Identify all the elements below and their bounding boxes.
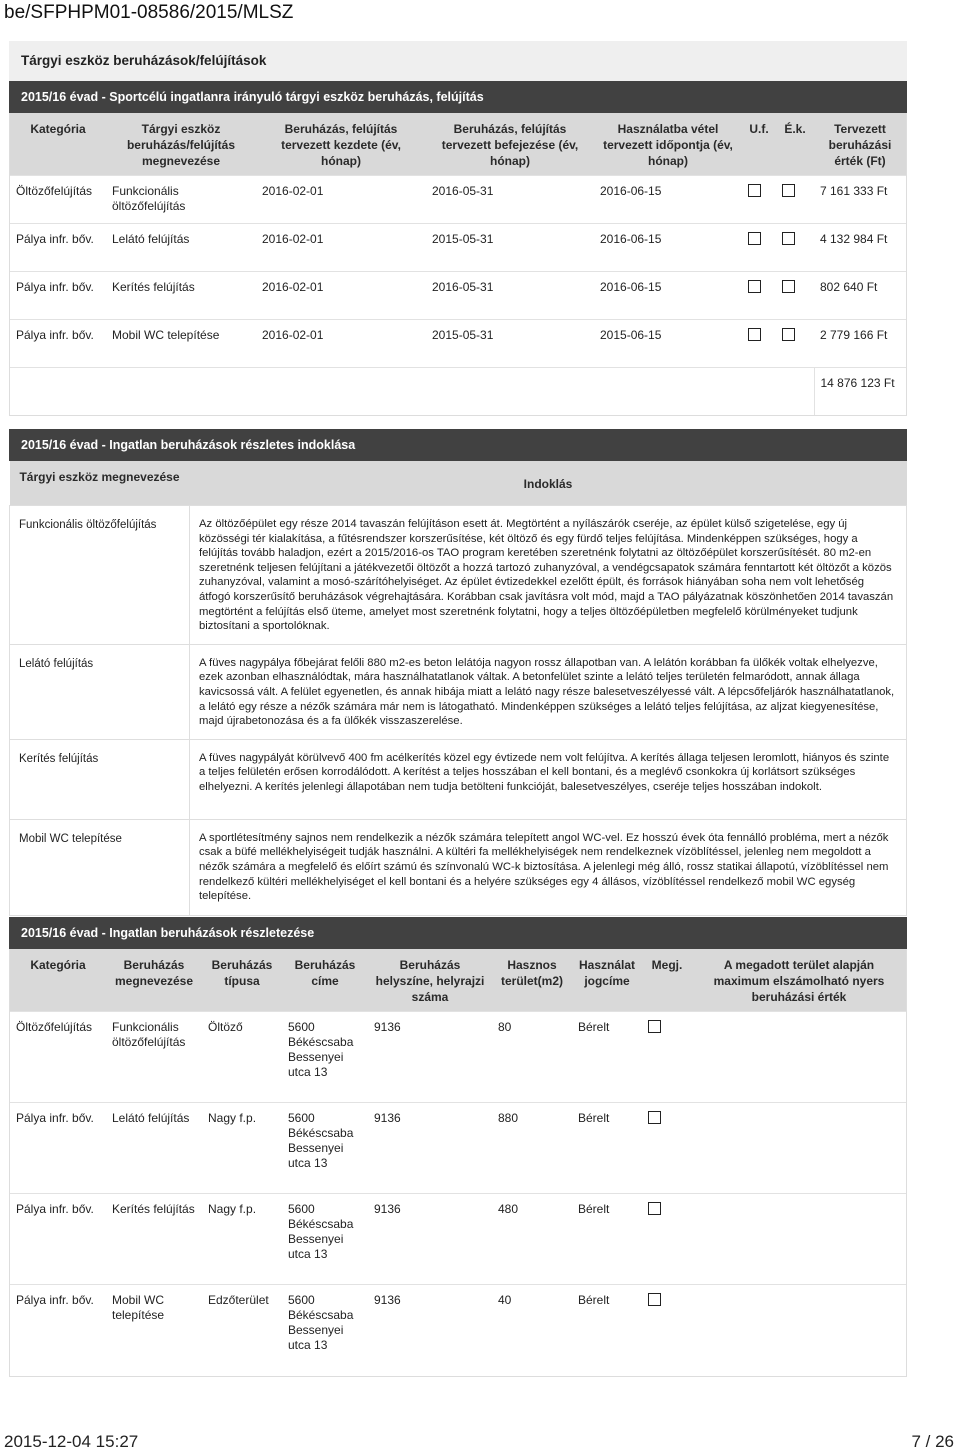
col-header: Használatba vétel tervezett időpontja (év, hónap) [594,113,742,176]
table-row [10,506,907,645]
planned-investments-table [10,113,906,415]
table-row [10,320,906,368]
col-header: Kategória [10,949,106,1012]
uf-checkbox[interactable] [748,328,761,341]
area-cell: 80 [492,1012,572,1103]
ek-checkbox[interactable] [782,232,795,245]
name-cell: Lelátó felújítás [106,224,256,272]
use-date-cell: 2016-06-15 [594,272,742,320]
start-cell: 2016-02-01 [256,224,426,272]
asset-name-cell: Lelátó felújítás [10,644,190,739]
table-row [10,1012,906,1103]
justification-section [9,429,907,916]
usage-title-cell: Bérelt [572,1103,642,1194]
footer-page-number: 7 / 26 [911,1432,954,1451]
usage-title-cell: Bérelt [572,1194,642,1285]
justification-cell: Az öltözőépület egy része 2014 tavaszán felújításon esett át. Megtörtént a nyílászárók cseréje, az épület külső szigetelése, egy új közösségi tér kialakítása, a fűtésrendszer korszerűsítése, két öltöző és egy fürdő teljes felújítása. Mindenképpen szükséges, hogy a felújítás tovább haladjon, ezért a 2015/2016-os TAO program keretében szeretnénk folytatni az öltözőépület korszerűsítését. 80 m2-en szeretnénk teljesen felújítani a játékvezetői öltözőt a hozzá tartozó zuhanyzóval, a vendégcsapatok számára fenntartott két öltözőt a közös zuhanyzóval, valamint a mosó-szárítóhelyiséget. Az épület évtizedekkel ezelőtt épült, és források hiányában soha nem volt lehetőség átfogó korszerűsítő beruházások végrehajtására. Korábban csak javításra volt mód, majd a TAO pályázatnak köszönhetően 2014 tavaszán megtörtént a felújítás első üteme, amelyet most szeretnénk folytatni, hogy a teljes öltözőépületben megfelelő körülményeket tudjunk biztosítani a sportolóknak. [190,506,907,645]
asset-name-cell: Kerítés felújítás [10,739,190,819]
table3-title-bar: 2015/16 évad - Ingatlan beruházások részletezése [9,917,907,949]
category-cell: Öltözőfelújítás [10,176,106,224]
justification-cell: A füves nagypályát körülvevő 400 fm acélkerítés közel egy évtizede nem volt felújítva. A kerítés állaga teljesen leromlott, hiányos és szinte a teljes felületén erősen korrodálódott. A kerítést a teljes hosszában el kell bontani, és a meglévő csonkokra új korlátsort szükséges elhelyezni. A kerítés jelenlegi állapotában nem tudja betölteni funkcióját, balesetveszélyes, cseréje teljes hosszában indokolt. [190,739,907,819]
parcel-cell: 9136 [368,1012,492,1103]
col-header: É.k. [776,113,814,176]
address-cell: 5600 Békéscsaba Bessenyei utca 13 [282,1103,368,1194]
name-cell: Funkcionális öltözőfelújítás [106,1012,202,1103]
type-cell: Edzőterület [202,1285,282,1376]
note-checkbox[interactable] [648,1293,661,1306]
col-header: Beruházás címe [282,949,368,1012]
name-cell: Lelátó felújítás [106,1103,202,1194]
uf-checkbox[interactable] [748,280,761,293]
col-header: Kategória [10,113,106,176]
end-cell: 2016-05-31 [426,176,594,224]
justification-table [9,461,907,916]
parcel-cell: 9136 [368,1194,492,1285]
start-cell: 2016-02-01 [256,176,426,224]
col-header: Beruházás helyszíne, helyrajzi száma [368,949,492,1012]
asset-name-cell: Funkcionális öltözőfelújítás [10,506,190,645]
use-date-cell: 2016-06-15 [594,176,742,224]
type-cell: Nagy f.p. [202,1194,282,1285]
col-header: Hasznos terület(m2) [492,949,572,1012]
value-cell: 4 132 984 Ft [814,224,906,272]
name-cell: Kerítés felújítás [106,272,256,320]
col-header: Tárgyi eszköz beruházás/felújítás megnevezése [106,113,256,176]
uf-checkbox[interactable] [748,184,761,197]
value-cell: 802 640 Ft [814,272,906,320]
col-header: Használat jogcíme [572,949,642,1012]
ek-checkbox[interactable] [782,280,795,293]
area-cell: 40 [492,1285,572,1376]
note-checkbox[interactable] [648,1202,661,1215]
use-date-cell: 2015-06-15 [594,320,742,368]
footer-timestamp: 2015-12-04 15:27 [4,1432,139,1451]
address-cell: 5600 Békéscsaba Bessenyei utca 13 [282,1012,368,1103]
name-cell: Mobil WC telepítése [106,1285,202,1376]
end-cell: 2016-05-31 [426,272,594,320]
table2-title-bar: 2015/16 évad - Ingatlan beruházások részletes indoklása [9,429,907,461]
usage-title-cell: Bérelt [572,1285,642,1376]
table-row [10,644,907,739]
uf-checkbox[interactable] [748,232,761,245]
col-header: A megadott terület alapján maximum elszámolható nyers beruházási érték [692,949,906,1012]
category-cell: Öltözőfelújítás [10,1012,106,1103]
use-date-cell: 2016-06-15 [594,224,742,272]
ek-checkbox[interactable] [782,184,795,197]
table-row [10,1103,906,1194]
note-checkbox[interactable] [648,1020,661,1033]
ek-checkbox[interactable] [782,328,795,341]
document-id: be/SFPHPM01-08586/2015/MLSZ [4,2,294,23]
end-cell: 2015-05-31 [426,224,594,272]
name-cell: Mobil WC telepítése [106,320,256,368]
category-cell: Pálya infr. bőv. [10,224,106,272]
asset-name-cell: Mobil WC telepítése [10,819,190,915]
table-row [10,1194,906,1285]
address-cell: 5600 Békéscsaba Bessenyei utca 13 [282,1194,368,1285]
category-cell: Pálya infr. bőv. [10,1285,106,1376]
table-row [10,1285,906,1376]
name-cell: Kerítés felújítás [106,1194,202,1285]
end-cell: 2015-05-31 [426,320,594,368]
category-cell: Pálya infr. bőv. [10,1194,106,1285]
col-header: U.f. [742,113,776,176]
total-value: 14 876 123 Ft [814,368,906,416]
area-cell: 880 [492,1103,572,1194]
parcel-cell: 9136 [368,1103,492,1194]
table1-title-bar: 2015/16 évad - Sportcélú ingatlanra irányuló tárgyi eszköz beruházás, felújítás [9,81,907,113]
col-header: Megj. [642,949,692,1012]
section-title: Tárgyi eszköz beruházások/felújítások [9,41,907,81]
col-header: Beruházás, felújítás tervezett kezdete (év, hónap) [256,113,426,176]
table-row [10,176,906,224]
address-cell: 5600 Békéscsaba Bessenyei utca 13 [282,1285,368,1376]
details-section [9,917,907,1377]
table-row [10,224,906,272]
name-cell: Funkcionális öltözőfelújítás [106,176,256,224]
total-row [10,368,906,416]
area-cell: 480 [492,1194,572,1285]
category-cell: Pálya infr. bőv. [10,320,106,368]
start-cell: 2016-02-01 [256,320,426,368]
col-header: Tárgyi eszköz megnevezése [10,461,190,506]
justification-cell: A füves nagypálya főbejárat felőli 880 m2-es beton lelátója nagyon rossz állapotban van. A lelátón korábban fa ülőkék voltak elhelyezve, ezek azonban elhasználódtak, mára használhatatlanok váltak. A betonfelület szinte a lelátó teljes területén felmaródott, annak állaga kavicsossá vált. A felület egyenetlen, és annak hibája miatt a lelátó nagy része balesetveszélyessé vált. A lépcsőfeljárók használhatatlanok, a lelátó egy része a nézők számára már nem is látogatható. Mindenképpen szükséges a lelátó teljes felújítása, az aljzat kiegyenesítése, majd újrabetonozása és a fa ülőkék visszaszerelése. [190,644,907,739]
category-cell: Pálya infr. bőv. [10,272,106,320]
col-header: Tervezett beruházási érték (Ft) [814,113,906,176]
property-details-table [10,949,906,1376]
type-cell: Nagy f.p. [202,1103,282,1194]
category-cell: Pálya infr. bőv. [10,1103,106,1194]
col-header: Beruházás megnevezése [106,949,202,1012]
table-row [10,739,907,819]
note-checkbox[interactable] [648,1111,661,1124]
start-cell: 2016-02-01 [256,272,426,320]
investments-section [9,41,907,416]
table-row [10,272,906,320]
value-cell: 7 161 333 Ft [814,176,906,224]
value-cell: 2 779 166 Ft [814,320,906,368]
usage-title-cell: Bérelt [572,1012,642,1103]
col-header: Indoklás [190,461,907,506]
col-header: Beruházás típusa [202,949,282,1012]
type-cell: Öltöző [202,1012,282,1103]
col-header: Beruházás, felújítás tervezett befejezése (év, hónap) [426,113,594,176]
table-row [10,819,907,915]
parcel-cell: 9136 [368,1285,492,1376]
justification-cell: A sportlétesítmény sajnos nem rendelkezik a nézők számára telepített angol WC-vel. Ez hosszú évek óta fennálló probléma, mert a nézők csak a büfé mellékhelyiségeit tudják használni. A kültéri fa mellékhelyiségek nem rendelkeznek vízöblítéssel, jelenleg nem megoldott a nézők számára a megfelelő és előírt számú és színvonalú WC-k biztosítása. A jelenlegi még álló, rossz statikai állapotú, vízöblítéssel nem rendelkező kültéri mellékhelyiséget el kell bontani és a helyére szükséges egy 4 állásos, vízöblítéssel rendelkező mobil WC egység telepítése. [190,819,907,915]
